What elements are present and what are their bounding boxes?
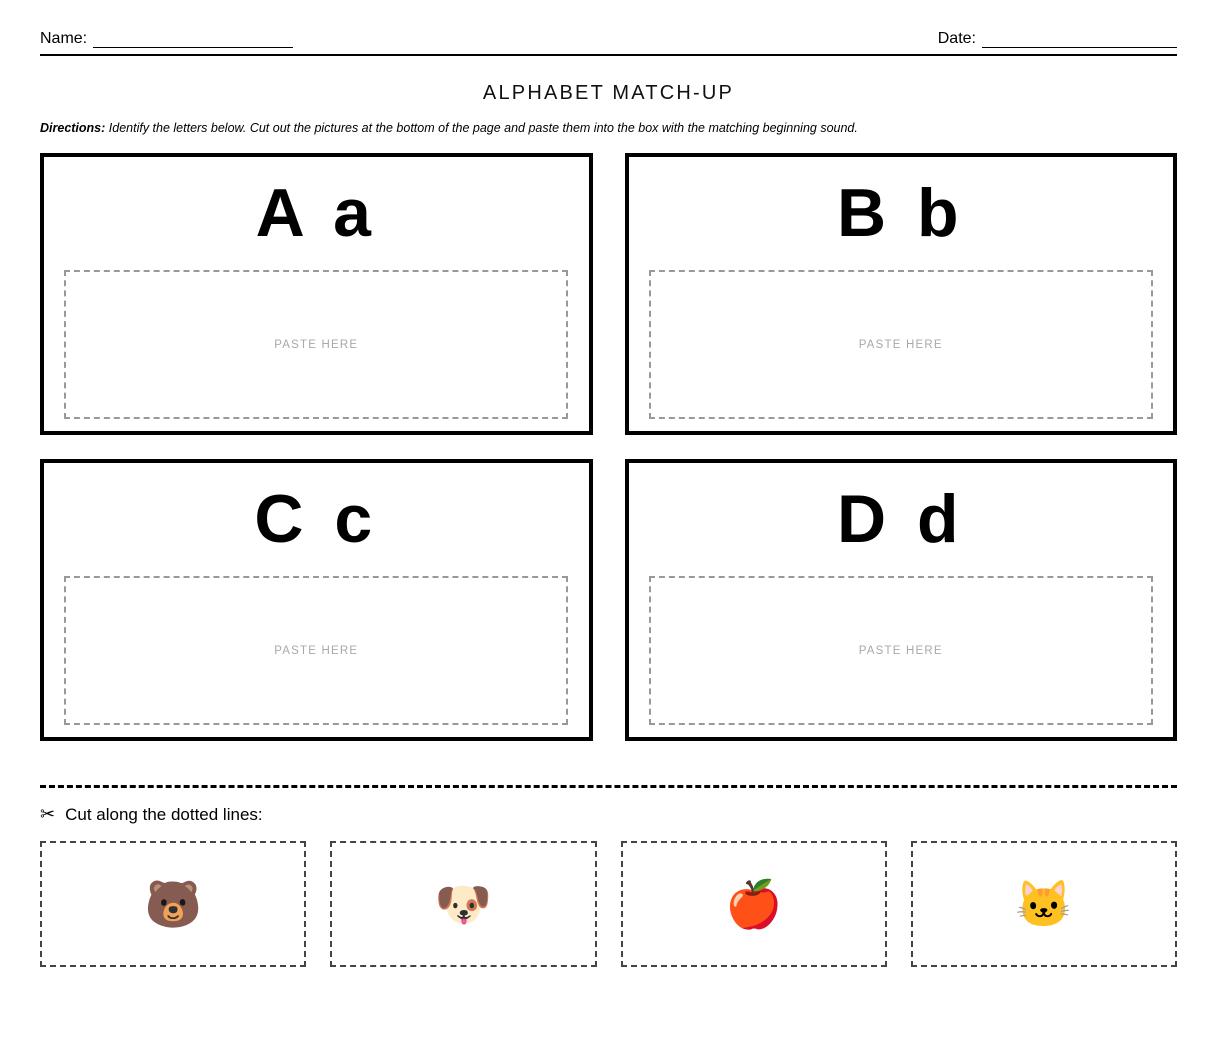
worksheet-header — [40, 0, 1177, 56]
cutout-dog[interactable] — [330, 841, 596, 967]
letter-card-c — [40, 459, 593, 741]
cutout-cat[interactable] — [911, 841, 1177, 967]
paste-label-d: PASTE HERE — [858, 644, 943, 657]
letter-card-d — [625, 459, 1178, 741]
letter-pair-a: A a — [255, 175, 377, 251]
directions-label: Directions: — [40, 121, 106, 135]
cat-icon: 🐱 — [1015, 878, 1073, 930]
letter-pair-b: B b — [836, 175, 965, 251]
paste-label-b: PASTE HERE — [858, 338, 943, 351]
page-title: ALPHABET MATCH-UP — [482, 82, 735, 104]
cutout-bear[interactable] — [40, 841, 306, 967]
cut-instruction-label: Cut along the dotted lines: — [65, 804, 263, 824]
letter-pair-c: C c — [254, 481, 379, 557]
cut-instruction-row — [40, 804, 1177, 825]
name-field-group — [40, 30, 293, 48]
bear-icon: 🐻 — [144, 878, 202, 930]
paste-box-c[interactable] — [64, 576, 568, 725]
name-input[interactable] — [93, 31, 293, 48]
cutout-strip — [40, 841, 1177, 967]
paste-box-d[interactable] — [649, 576, 1153, 725]
cutout-apple[interactable] — [621, 841, 887, 967]
dog-icon: 🐶 — [434, 878, 493, 930]
letter-card-b — [625, 153, 1178, 435]
date-field-group — [938, 30, 1177, 48]
letter-card-grid — [40, 153, 1177, 741]
date-label: Date: — [937, 30, 976, 47]
directions-text — [40, 121, 1177, 135]
directions-body: Identify the letters below. Cut out the pictures at the bottom of the page and paste them into the box with the matching beginning sound. — [105, 121, 858, 135]
letter-pair-d: D d — [836, 481, 965, 557]
name-label: Name: — [40, 30, 88, 47]
date-input[interactable] — [982, 31, 1177, 48]
apple-icon: 🍎 — [724, 878, 783, 930]
paste-label-c: PASTE HERE — [274, 644, 359, 657]
paste-label-a: PASTE HERE — [274, 338, 359, 351]
paste-box-a[interactable] — [64, 270, 568, 419]
cut-divider — [40, 785, 1177, 788]
paste-box-b[interactable] — [649, 270, 1153, 419]
scissors-icon: ✂ — [40, 804, 56, 824]
letter-card-a — [40, 153, 593, 435]
